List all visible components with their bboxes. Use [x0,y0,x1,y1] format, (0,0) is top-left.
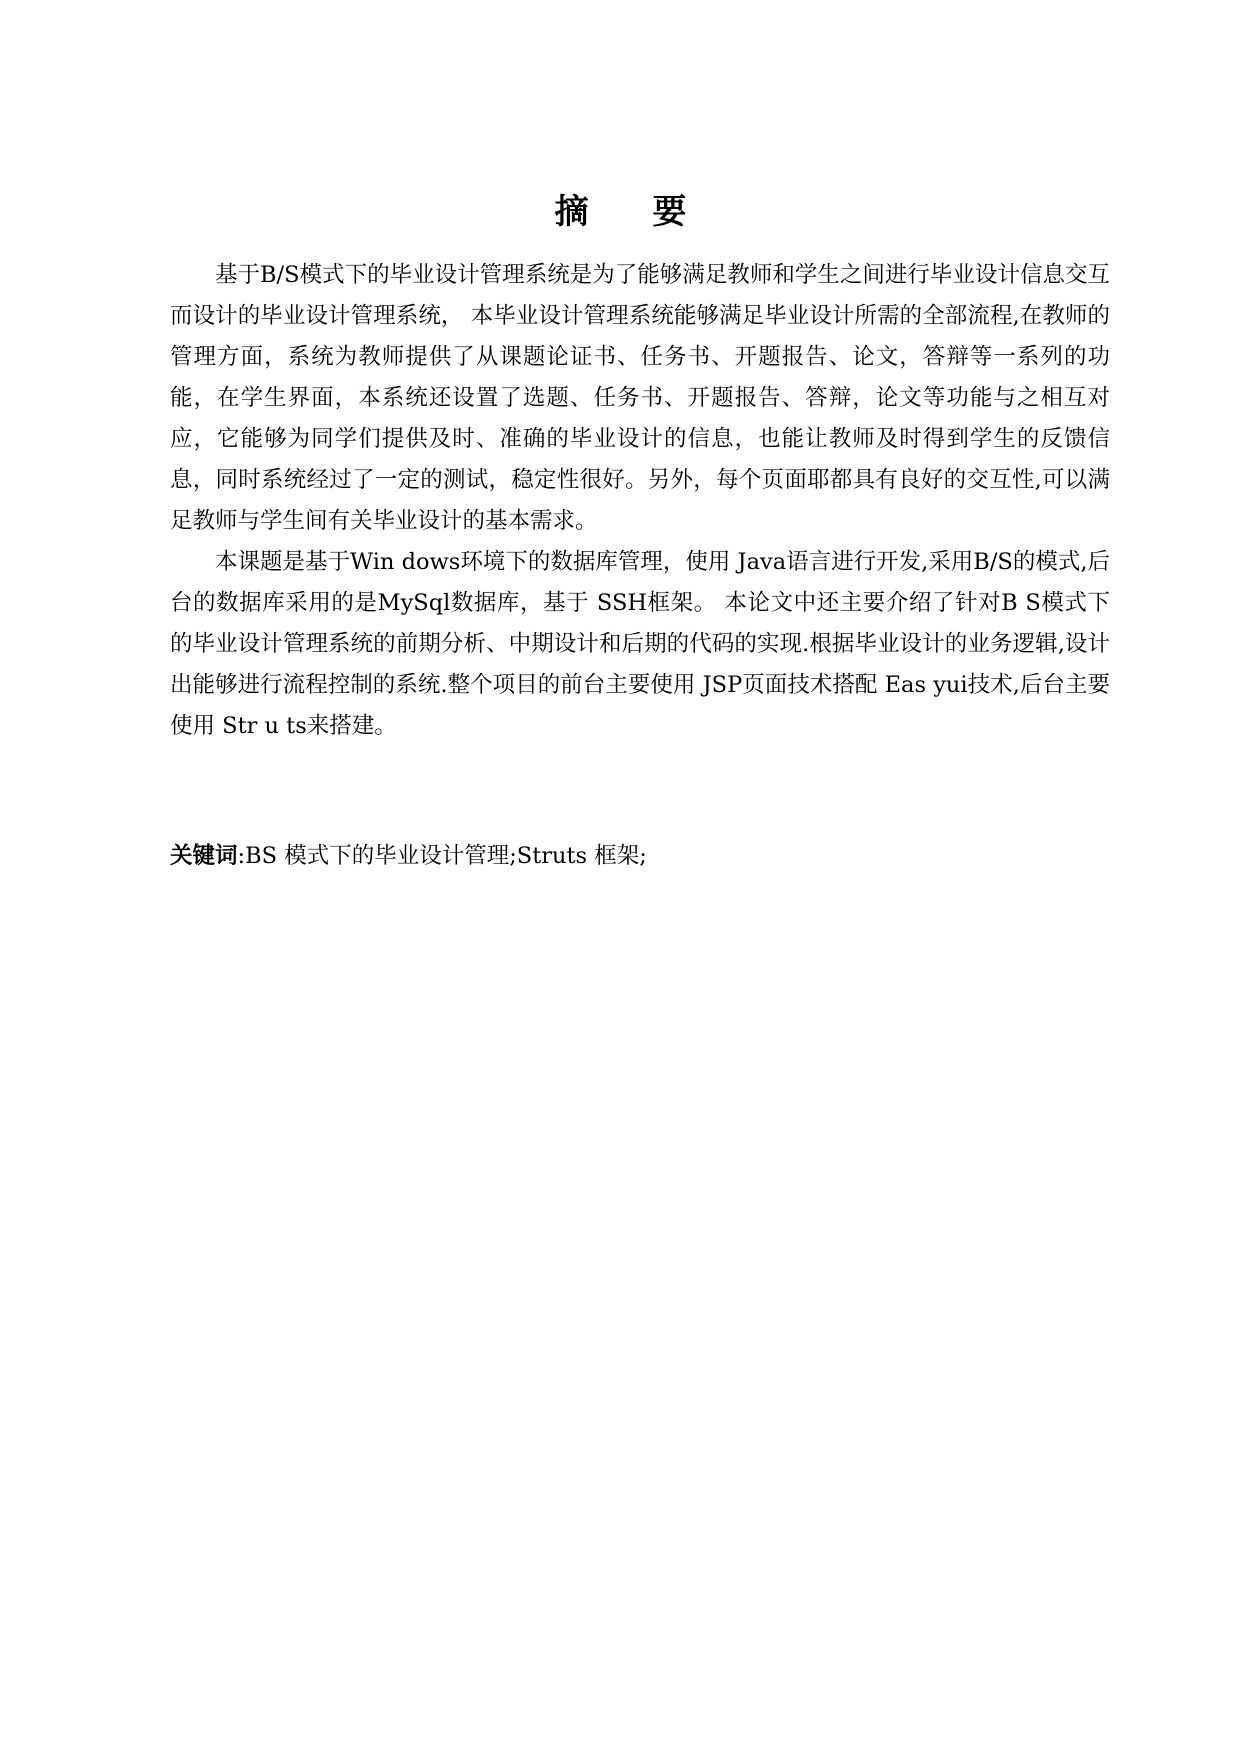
abstract-body [170,255,1110,747]
abstract-paragraph-2: 本课题是基于Win dows环境下的数据库管理，使用 Java语言进行开发,采用B/S的模式,后台的数据库采用的是MySql数据库，基于 SSH框架。 本论文中还主要介绍了针对B S模式下的毕业设计管理系统的前期分析、中期设计和后期的代码的实现.根据毕业设计的业务逻辑,设计出能够进行流程控制的系统.整个项目的前台主要使用 JSP页面技术搭配 Eas yui技术,后台主要使用 Str u ts来搭建。 [170,549,1110,739]
keywords-text: :BS 模式下的毕业设计管理;Struts 框架; [237,843,647,869]
abstract-paragraph-1: 基于B/S模式下的毕业设计管理系统是为了能够满足教师和学生之间进行毕业设计信息交互而设计的毕业设计管理系统， 本毕业设计管理系统能够满足毕业设计所需的全部流程,在教师的管理方面，系统为教师提供了从课题论证书、任务书、开题报告、论文，答辩等一系列的功能，在学生界面，本系统还设置了选题、任务书、开题报告、答辩，论文等功能与之相互对应，它能够为同学们提供及时、准确的毕业设计的信息，也能让教师及时得到学生的反馈信息，同时系统经过了一定的测试，稳定性很好。另外，每个页面耶都具有良好的交互性,可以满足教师与学生间有关毕业设计的基本需求。 [170,262,1110,534]
keywords-label: 关键词 [170,843,238,869]
abstract-title: 摘 要 [554,192,713,232]
keywords-line [170,836,1110,877]
